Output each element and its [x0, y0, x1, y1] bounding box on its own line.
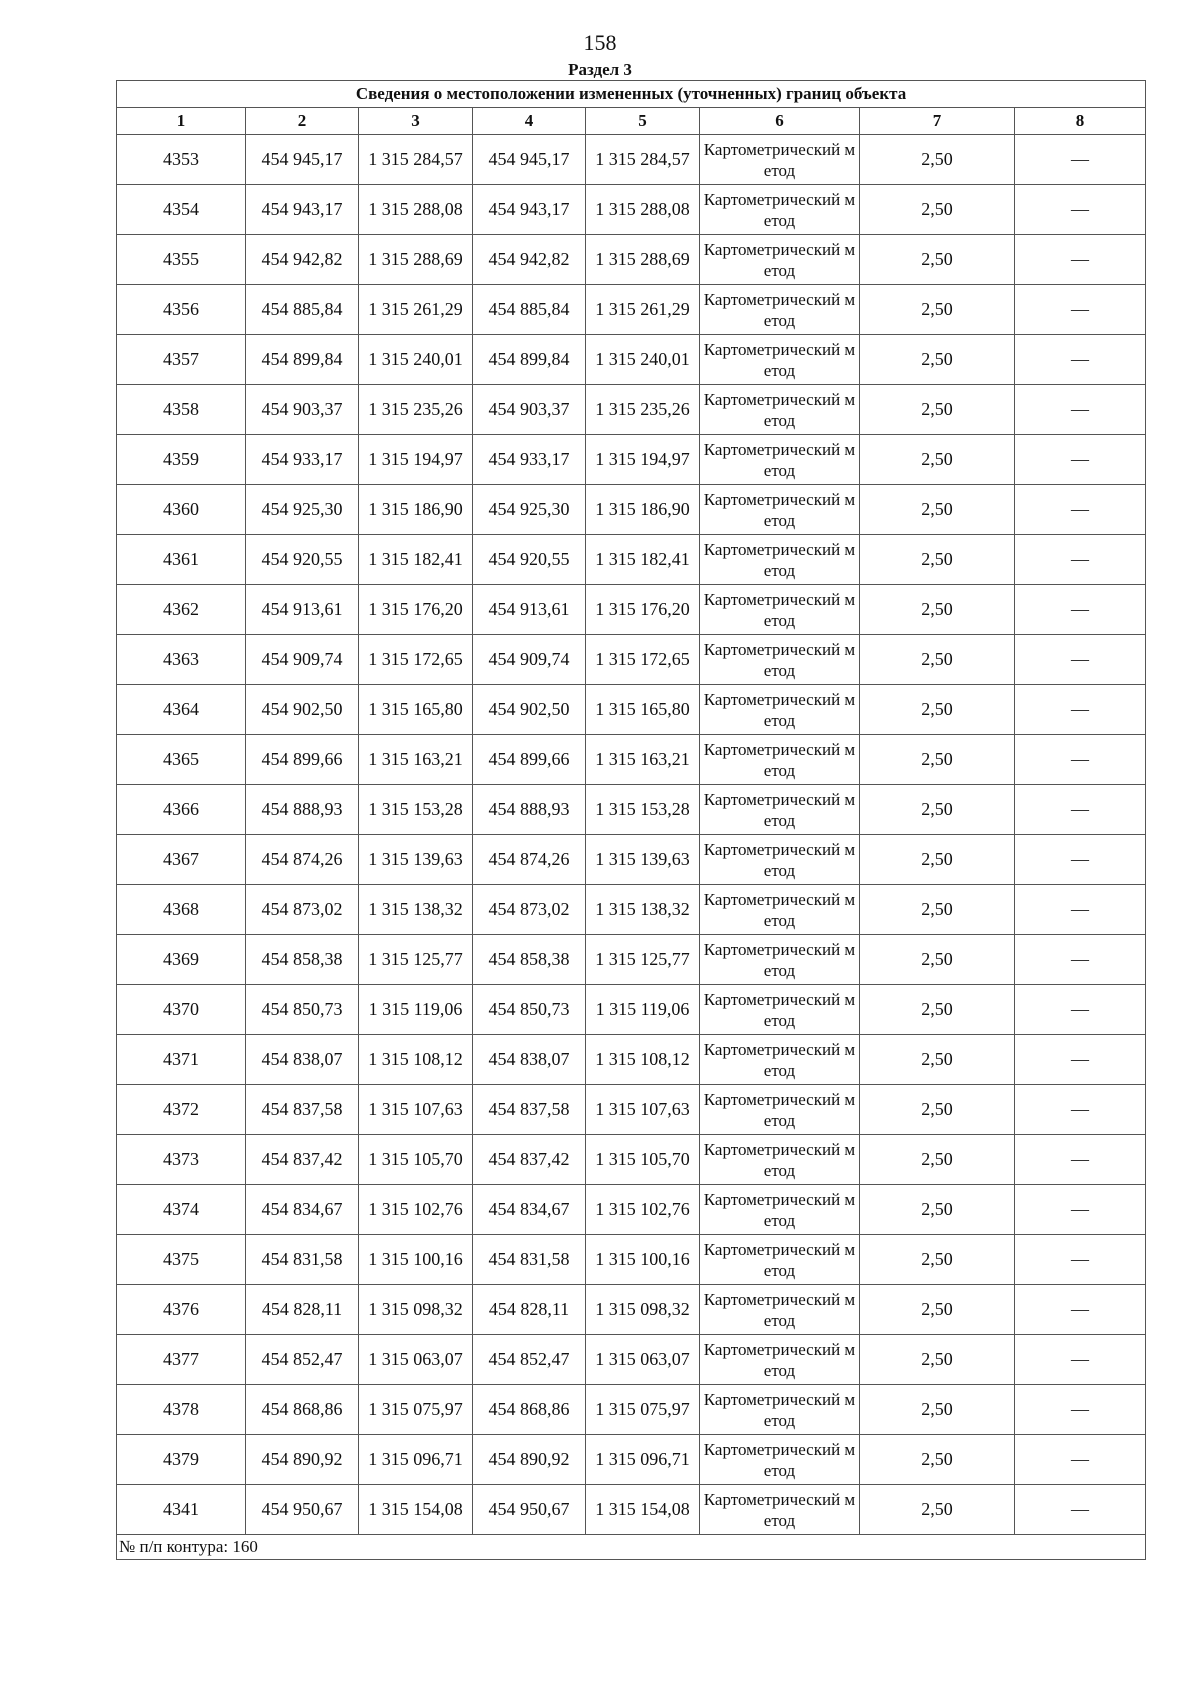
- accuracy-cell: 2,50: [860, 135, 1015, 185]
- accuracy-cell: 2,50: [860, 1035, 1015, 1085]
- accuracy-cell: 2,50: [860, 685, 1015, 735]
- point-number-cell: 4359: [117, 435, 246, 485]
- description-cell: —: [1015, 135, 1146, 185]
- x-old-cell: 454 942,82: [246, 235, 359, 285]
- x-new-cell: 454 831,58: [473, 1235, 586, 1285]
- description-cell: —: [1015, 1435, 1146, 1485]
- x-old-cell: 454 899,84: [246, 335, 359, 385]
- table-row: [117, 1485, 1146, 1535]
- x-old-cell: 454 850,73: [246, 985, 359, 1035]
- method-cell: Картометрический метод: [700, 685, 860, 735]
- accuracy-cell: 2,50: [860, 1485, 1015, 1535]
- y-old-cell: 1 315 063,07: [359, 1335, 473, 1385]
- point-number-cell: 4353: [117, 135, 246, 185]
- y-old-cell: 1 315 075,97: [359, 1385, 473, 1435]
- description-cell: —: [1015, 435, 1146, 485]
- description-cell: —: [1015, 785, 1146, 835]
- y-old-cell: 1 315 186,90: [359, 485, 473, 535]
- accuracy-cell: 2,50: [860, 735, 1015, 785]
- table-row: [117, 435, 1146, 485]
- description-cell: —: [1015, 835, 1146, 885]
- point-number-cell: 4366: [117, 785, 246, 835]
- x-new-cell: 454 933,17: [473, 435, 586, 485]
- x-new-cell: 454 913,61: [473, 585, 586, 635]
- description-cell: —: [1015, 1035, 1146, 1085]
- description-cell: —: [1015, 535, 1146, 585]
- y-new-cell: 1 315 108,12: [586, 1035, 700, 1085]
- x-old-cell: 454 899,66: [246, 735, 359, 785]
- x-old-cell: 454 902,50: [246, 685, 359, 735]
- column-number-cell: 4: [473, 108, 586, 135]
- y-old-cell: 1 315 288,69: [359, 235, 473, 285]
- y-old-cell: 1 315 119,06: [359, 985, 473, 1035]
- accuracy-cell: 2,50: [860, 1285, 1015, 1335]
- x-new-cell: 454 858,38: [473, 935, 586, 985]
- point-number-cell: 4361: [117, 535, 246, 585]
- x-new-cell: 454 920,55: [473, 535, 586, 585]
- y-new-cell: 1 315 153,28: [586, 785, 700, 835]
- x-new-cell: 454 874,26: [473, 835, 586, 885]
- x-old-cell: 454 909,74: [246, 635, 359, 685]
- table-row: [117, 1285, 1146, 1335]
- point-number-cell: 4356: [117, 285, 246, 335]
- description-cell: —: [1015, 235, 1146, 285]
- column-number-cell: 5: [586, 108, 700, 135]
- description-cell: —: [1015, 585, 1146, 635]
- x-new-cell: 454 899,66: [473, 735, 586, 785]
- method-cell: Картометрический метод: [700, 935, 860, 985]
- x-new-cell: 454 837,42: [473, 1135, 586, 1185]
- column-number-cell: 7: [860, 108, 1015, 135]
- y-old-cell: 1 315 153,28: [359, 785, 473, 835]
- y-old-cell: 1 315 154,08: [359, 1485, 473, 1535]
- description-cell: —: [1015, 1185, 1146, 1235]
- y-new-cell: 1 315 235,26: [586, 385, 700, 435]
- x-new-cell: 454 899,84: [473, 335, 586, 385]
- method-cell: Картометрический метод: [700, 535, 860, 585]
- coordinates-table: [116, 80, 1146, 1560]
- description-cell: —: [1015, 1285, 1146, 1335]
- x-new-cell: 454 837,58: [473, 1085, 586, 1135]
- point-number-cell: 4365: [117, 735, 246, 785]
- table-row: [117, 685, 1146, 735]
- y-old-cell: 1 315 108,12: [359, 1035, 473, 1085]
- accuracy-cell: 2,50: [860, 535, 1015, 585]
- method-cell: Картометрический метод: [700, 435, 860, 485]
- point-number-cell: 4360: [117, 485, 246, 535]
- table-row: [117, 1185, 1146, 1235]
- point-number-cell: 4374: [117, 1185, 246, 1235]
- y-old-cell: 1 315 165,80: [359, 685, 473, 735]
- y-old-cell: 1 315 284,57: [359, 135, 473, 185]
- table-body: [117, 135, 1146, 1535]
- x-new-cell: 454 828,11: [473, 1285, 586, 1335]
- y-old-cell: 1 315 105,70: [359, 1135, 473, 1185]
- accuracy-cell: 2,50: [860, 285, 1015, 335]
- y-new-cell: 1 315 165,80: [586, 685, 700, 735]
- accuracy-cell: 2,50: [860, 385, 1015, 435]
- y-new-cell: 1 315 098,32: [586, 1285, 700, 1335]
- x-new-cell: 454 868,86: [473, 1385, 586, 1435]
- table-row: [117, 1135, 1146, 1185]
- y-old-cell: 1 315 100,16: [359, 1235, 473, 1285]
- x-new-cell: 454 885,84: [473, 285, 586, 335]
- description-cell: —: [1015, 685, 1146, 735]
- y-old-cell: 1 315 194,97: [359, 435, 473, 485]
- y-new-cell: 1 315 105,70: [586, 1135, 700, 1185]
- x-new-cell: 454 834,67: [473, 1185, 586, 1235]
- accuracy-cell: 2,50: [860, 185, 1015, 235]
- description-cell: —: [1015, 1235, 1146, 1285]
- description-cell: —: [1015, 385, 1146, 435]
- table-row: [117, 1385, 1146, 1435]
- column-number-cell: 1: [117, 108, 246, 135]
- x-new-cell: 454 902,50: [473, 685, 586, 735]
- table-row: [117, 285, 1146, 335]
- x-old-cell: 454 920,55: [246, 535, 359, 585]
- x-old-cell: 454 838,07: [246, 1035, 359, 1085]
- y-new-cell: 1 315 182,41: [586, 535, 700, 585]
- accuracy-cell: 2,50: [860, 435, 1015, 485]
- point-number-cell: 4364: [117, 685, 246, 735]
- point-number-cell: 4358: [117, 385, 246, 435]
- y-old-cell: 1 315 235,26: [359, 385, 473, 435]
- accuracy-cell: 2,50: [860, 1335, 1015, 1385]
- description-cell: —: [1015, 1335, 1146, 1385]
- method-cell: Картометрический метод: [700, 335, 860, 385]
- point-number-cell: 4362: [117, 585, 246, 635]
- method-cell: Картометрический метод: [700, 1085, 860, 1135]
- table-row: [117, 1335, 1146, 1385]
- table-row: [117, 385, 1146, 435]
- column-number-cell: 6: [700, 108, 860, 135]
- y-new-cell: 1 315 288,69: [586, 235, 700, 285]
- y-old-cell: 1 315 172,65: [359, 635, 473, 685]
- y-new-cell: 1 315 063,07: [586, 1335, 700, 1385]
- table-row: [117, 135, 1146, 185]
- method-cell: Картометрический метод: [700, 1035, 860, 1085]
- y-new-cell: 1 315 075,97: [586, 1385, 700, 1435]
- table-row: [117, 485, 1146, 535]
- point-number-cell: 4369: [117, 935, 246, 985]
- description-cell: —: [1015, 335, 1146, 385]
- y-old-cell: 1 315 288,08: [359, 185, 473, 235]
- y-new-cell: 1 315 138,32: [586, 885, 700, 935]
- point-number-cell: 4363: [117, 635, 246, 685]
- column-number-row: [117, 108, 1146, 135]
- description-cell: —: [1015, 185, 1146, 235]
- table-row: [117, 785, 1146, 835]
- accuracy-cell: 2,50: [860, 885, 1015, 935]
- x-old-cell: 454 874,26: [246, 835, 359, 885]
- x-new-cell: 454 852,47: [473, 1335, 586, 1385]
- y-new-cell: 1 315 163,21: [586, 735, 700, 785]
- accuracy-cell: 2,50: [860, 585, 1015, 635]
- method-cell: Картометрический метод: [700, 585, 860, 635]
- y-new-cell: 1 315 261,29: [586, 285, 700, 335]
- table-row: [117, 1035, 1146, 1085]
- description-cell: —: [1015, 285, 1146, 335]
- x-new-cell: 454 942,82: [473, 235, 586, 285]
- method-cell: Картометрический метод: [700, 285, 860, 335]
- y-new-cell: 1 315 100,16: [586, 1235, 700, 1285]
- accuracy-cell: 2,50: [860, 235, 1015, 285]
- y-old-cell: 1 315 240,01: [359, 335, 473, 385]
- method-cell: Картометрический метод: [700, 485, 860, 535]
- x-old-cell: 454 945,17: [246, 135, 359, 185]
- description-cell: —: [1015, 1385, 1146, 1435]
- method-cell: Картометрический метод: [700, 1235, 860, 1285]
- table-row: [117, 585, 1146, 635]
- table-row: [117, 885, 1146, 935]
- y-new-cell: 1 315 194,97: [586, 435, 700, 485]
- x-old-cell: 454 913,61: [246, 585, 359, 635]
- x-old-cell: 454 834,67: [246, 1185, 359, 1235]
- accuracy-cell: 2,50: [860, 1185, 1015, 1235]
- y-new-cell: 1 315 186,90: [586, 485, 700, 535]
- description-cell: —: [1015, 885, 1146, 935]
- y-new-cell: 1 315 172,65: [586, 635, 700, 685]
- y-old-cell: 1 315 261,29: [359, 285, 473, 335]
- method-cell: Картометрический метод: [700, 1185, 860, 1235]
- y-new-cell: 1 315 288,08: [586, 185, 700, 235]
- y-old-cell: 1 315 163,21: [359, 735, 473, 785]
- x-new-cell: 454 909,74: [473, 635, 586, 685]
- point-number-cell: 4376: [117, 1285, 246, 1335]
- method-cell: Картометрический метод: [700, 1385, 860, 1435]
- accuracy-cell: 2,50: [860, 785, 1015, 835]
- contour-number: № п/п контура: 160: [117, 1535, 1146, 1560]
- y-new-cell: 1 315 119,06: [586, 985, 700, 1035]
- y-new-cell: 1 315 139,63: [586, 835, 700, 885]
- description-cell: —: [1015, 1135, 1146, 1185]
- accuracy-cell: 2,50: [860, 1235, 1015, 1285]
- x-new-cell: 454 838,07: [473, 1035, 586, 1085]
- column-number-cell: 2: [246, 108, 359, 135]
- x-new-cell: 454 850,73: [473, 985, 586, 1035]
- description-cell: —: [1015, 985, 1146, 1035]
- point-number-cell: 4373: [117, 1135, 246, 1185]
- y-old-cell: 1 315 098,32: [359, 1285, 473, 1335]
- x-old-cell: 454 933,17: [246, 435, 359, 485]
- x-new-cell: 454 943,17: [473, 185, 586, 235]
- accuracy-cell: 2,50: [860, 985, 1015, 1035]
- method-cell: Картометрический метод: [700, 635, 860, 685]
- x-old-cell: 454 837,42: [246, 1135, 359, 1185]
- x-old-cell: 454 868,86: [246, 1385, 359, 1435]
- point-number-cell: 4371: [117, 1035, 246, 1085]
- accuracy-cell: 2,50: [860, 935, 1015, 985]
- point-number-cell: 4377: [117, 1335, 246, 1385]
- y-new-cell: 1 315 176,20: [586, 585, 700, 635]
- point-number-cell: 4355: [117, 235, 246, 285]
- column-number-cell: 3: [359, 108, 473, 135]
- method-cell: Картометрический метод: [700, 235, 860, 285]
- point-number-cell: 4375: [117, 1235, 246, 1285]
- accuracy-cell: 2,50: [860, 1435, 1015, 1485]
- table-row: [117, 535, 1146, 585]
- accuracy-cell: 2,50: [860, 335, 1015, 385]
- x-old-cell: 454 890,92: [246, 1435, 359, 1485]
- section-title: Раздел 3: [568, 60, 632, 79]
- y-old-cell: 1 315 107,63: [359, 1085, 473, 1135]
- x-old-cell: 454 828,11: [246, 1285, 359, 1335]
- x-old-cell: 454 873,02: [246, 885, 359, 935]
- point-number-cell: 4367: [117, 835, 246, 885]
- x-old-cell: 454 903,37: [246, 385, 359, 435]
- table-row: [117, 935, 1146, 985]
- page-number: 158: [583, 30, 617, 55]
- description-cell: —: [1015, 1485, 1146, 1535]
- x-new-cell: 454 890,92: [473, 1435, 586, 1485]
- method-cell: Картометрический метод: [700, 785, 860, 835]
- x-old-cell: 454 888,93: [246, 785, 359, 835]
- y-new-cell: 1 315 096,71: [586, 1435, 700, 1485]
- accuracy-cell: 2,50: [860, 1135, 1015, 1185]
- method-cell: Картометрический метод: [700, 1435, 860, 1485]
- x-new-cell: 454 903,37: [473, 385, 586, 435]
- method-cell: Картометрический метод: [700, 885, 860, 935]
- x-new-cell: 454 950,67: [473, 1485, 586, 1535]
- description-cell: —: [1015, 485, 1146, 535]
- description-cell: —: [1015, 735, 1146, 785]
- method-cell: Картометрический метод: [700, 1335, 860, 1385]
- y-old-cell: 1 315 096,71: [359, 1435, 473, 1485]
- table-row: [117, 235, 1146, 285]
- x-old-cell: 454 831,58: [246, 1235, 359, 1285]
- x-new-cell: 454 888,93: [473, 785, 586, 835]
- point-number-cell: 4372: [117, 1085, 246, 1135]
- method-cell: Картометрический метод: [700, 735, 860, 785]
- x-old-cell: 454 858,38: [246, 935, 359, 985]
- x-old-cell: 454 837,58: [246, 1085, 359, 1135]
- point-number-cell: 4368: [117, 885, 246, 935]
- table-row: [117, 1085, 1146, 1135]
- method-cell: Картометрический метод: [700, 1135, 860, 1185]
- description-cell: —: [1015, 935, 1146, 985]
- x-old-cell: 454 885,84: [246, 285, 359, 335]
- y-new-cell: 1 315 240,01: [586, 335, 700, 385]
- table-row: [117, 1235, 1146, 1285]
- point-number-cell: 4370: [117, 985, 246, 1035]
- y-old-cell: 1 315 138,32: [359, 885, 473, 935]
- x-old-cell: 454 852,47: [246, 1335, 359, 1385]
- accuracy-cell: 2,50: [860, 1085, 1015, 1135]
- table-row: [117, 735, 1146, 785]
- x-old-cell: 454 925,30: [246, 485, 359, 535]
- description-cell: —: [1015, 1085, 1146, 1135]
- table-row: [117, 335, 1146, 385]
- method-cell: Картометрический метод: [700, 985, 860, 1035]
- accuracy-cell: 2,50: [860, 835, 1015, 885]
- method-cell: Картометрический метод: [700, 135, 860, 185]
- table-caption: Сведения о местоположении измененных (уточненных) границ объекта: [117, 81, 1146, 108]
- accuracy-cell: 2,50: [860, 1385, 1015, 1435]
- y-new-cell: 1 315 102,76: [586, 1185, 700, 1235]
- table-row: [117, 1435, 1146, 1485]
- y-new-cell: 1 315 125,77: [586, 935, 700, 985]
- point-number-cell: 4357: [117, 335, 246, 385]
- x-old-cell: 454 950,67: [246, 1485, 359, 1535]
- method-cell: Картометрический метод: [700, 185, 860, 235]
- point-number-cell: 4378: [117, 1385, 246, 1435]
- accuracy-cell: 2,50: [860, 485, 1015, 535]
- table-row: [117, 985, 1146, 1035]
- description-cell: —: [1015, 635, 1146, 685]
- method-cell: Картометрический метод: [700, 385, 860, 435]
- point-number-cell: 4379: [117, 1435, 246, 1485]
- x-new-cell: 454 873,02: [473, 885, 586, 935]
- column-number-cell: 8: [1015, 108, 1146, 135]
- table-row: [117, 635, 1146, 685]
- point-number-cell: 4341: [117, 1485, 246, 1535]
- x-old-cell: 454 943,17: [246, 185, 359, 235]
- point-number-cell: 4354: [117, 185, 246, 235]
- y-new-cell: 1 315 154,08: [586, 1485, 700, 1535]
- y-old-cell: 1 315 139,63: [359, 835, 473, 885]
- x-new-cell: 454 925,30: [473, 485, 586, 535]
- y-old-cell: 1 315 176,20: [359, 585, 473, 635]
- y-old-cell: 1 315 182,41: [359, 535, 473, 585]
- accuracy-cell: 2,50: [860, 635, 1015, 685]
- method-cell: Картометрический метод: [700, 835, 860, 885]
- y-old-cell: 1 315 102,76: [359, 1185, 473, 1235]
- method-cell: Картометрический метод: [700, 1485, 860, 1535]
- table-row: [117, 185, 1146, 235]
- x-new-cell: 454 945,17: [473, 135, 586, 185]
- table-row: [117, 835, 1146, 885]
- method-cell: Картометрический метод: [700, 1285, 860, 1335]
- y-new-cell: 1 315 284,57: [586, 135, 700, 185]
- y-new-cell: 1 315 107,63: [586, 1085, 700, 1135]
- y-old-cell: 1 315 125,77: [359, 935, 473, 985]
